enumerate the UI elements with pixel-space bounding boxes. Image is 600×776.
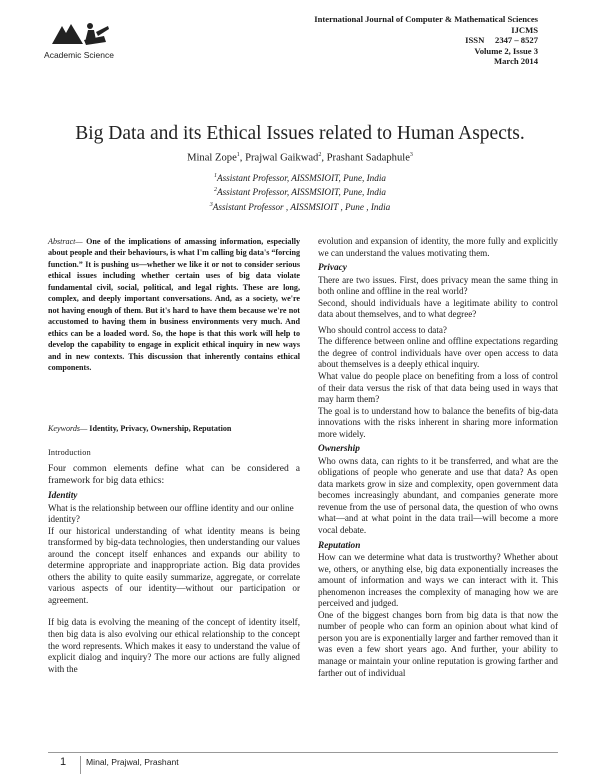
footer-authors: Minal, Prajwal, Prashant [86, 757, 179, 767]
privacy-paragraph-3: Who should control access to data? [318, 324, 447, 335]
affiliation-3-text: Assistant Professor , AISSMSIOIT , Pune , India [212, 201, 391, 212]
affiliation-list [0, 170, 600, 213]
author-list [0, 152, 600, 164]
abstract [48, 236, 300, 373]
left-column-body [48, 463, 300, 675]
identity-paragraph-3: If big data is evolving the meaning of the concept of identity itself, then big data is also evolving our ethical relationship to the concept the word represents. Which makes it easy to understand the value of explicit dialog and inquiry? The more our actions are fully aligned with the [48, 617, 300, 674]
author-3-mark: 3 [409, 152, 413, 158]
identity-paragraph-1: What is the relationship between our offline identity and our online identity? [48, 502, 294, 525]
privacy-paragraph-5: What value do people place on benefiting from a loss of control of their data versus the risk of that data being used in ways that may harm them? [318, 370, 558, 405]
author-3: Prashant Sadaphule [326, 152, 410, 164]
reputation-paragraph-1: How can we determine what data is trustworthy? Whether about we, others, or anything else, big data exponentially increases the amount of information and ways we can interact with it. This phenomenon increases the complexity of managing how we are perceived and judged. [318, 552, 558, 609]
affiliation-3-mark: 3 [209, 201, 213, 208]
keywords [48, 424, 300, 433]
journal-name: International Journal of Computer & Mathematical Sciences [314, 14, 538, 24]
publisher-logo-mark [38, 14, 120, 52]
journal-abbr: IJCMS [511, 24, 538, 35]
publisher-name: Academic Science [44, 50, 114, 60]
affiliation-1-mark: 1 [213, 173, 217, 179]
journal-volume: Volume 2, Issue 3 [474, 45, 538, 56]
publisher-logo [38, 14, 120, 66]
affiliation-2-text: Assistant Professor, AISSMSIOIT, Pune, India [216, 187, 387, 198]
journal-header [238, 14, 538, 67]
identity-paragraph-4: evolution and expansion of identity, the more fully and explicitly we can understand the values motivating them. [318, 236, 558, 258]
ownership-paragraph: Who owns data, can rights to it be transferred, and what are the obligations of people who generate and use that data? As open data markets grow in size and complexity, open government data becomes increasingly abundant, and companies generate more revenue from the use of personal data, the question of who owns what—and at what point in the data trail—will become a more vocal debate. [318, 455, 558, 536]
footer-separator [80, 756, 82, 774]
identity-paragraph-2: If our historical understanding of what identity means is being transformed by big-data technologies, then understanding our values around the concept itself enhances and expands our ability to determine appropriate and inappropriate action. Big data provides others the ability to quite easily summarize, aggregate, or correlate various aspects of our identity—without our participation or agreement. [48, 525, 300, 605]
privacy-paragraph-6: The goal is to understand how to balance the benefits of big-data innovations with the risks inherent in sharing more information more widely. [318, 405, 558, 439]
footer-divider [48, 752, 558, 753]
reputation-heading: Reputation [318, 540, 361, 551]
author-1: Minal Zope [187, 152, 237, 164]
right-column-body [318, 236, 558, 679]
affiliation-1-text: Assistant Professor, AISSMSIOIT, Pune, India [216, 173, 387, 184]
author-2: Prajwal Gaikwad [245, 152, 319, 164]
keywords-label: Keywords— [48, 424, 88, 433]
page-number: 1 [60, 756, 67, 768]
intro-paragraph: Four common elements define what can be considered a framework for big data ethics: [48, 463, 300, 486]
affiliation-2-mark: 2 [213, 187, 217, 194]
privacy-paragraph-2: Second, should individuals have a legitimate ability to control data about themselves, and to what degree? [318, 297, 558, 320]
affiliation-2 [0, 184, 600, 198]
paper-title: Big Data and its Ethical Issues related to Human Aspects. [75, 123, 525, 144]
introduction-heading: Introduction [48, 448, 91, 457]
author-2-mark: 2 [318, 152, 322, 158]
author-sep: , [239, 152, 246, 164]
abstract-label: Abstract— [48, 237, 83, 246]
author-1-mark: 1 [236, 152, 240, 158]
keywords-text: Identity, Privacy, Ownership, Reputation [87, 424, 232, 433]
reputation-paragraph-2: One of the biggest changes born from big data is that now the number of people who can form an opinion about what kind of person you are is exponentially larger and farther removed than it was even a few short years ago. And further, your ability to manage or maintain your online reputation is growing farther and farther out of individual [318, 609, 558, 678]
identity-heading: Identity [48, 491, 78, 501]
privacy-heading: Privacy [318, 263, 347, 274]
privacy-paragraph-1: There are two issues. First, does privacy mean the same thing in both online and offline in the real world? [318, 274, 558, 297]
ownership-heading: Ownership [318, 444, 360, 455]
journal-date: March 2014 [494, 56, 538, 67]
privacy-paragraph-4: The difference between online and offline expectations regarding the degree of control individuals have over open access to data about themselves is a deeply ethical inquiry. [318, 336, 558, 370]
abstract-text: One of the implications of amassing information, especially about people and their behaviours, is what I'm calling big data's “forcing function.” It is pushing us—whether we like it or not to consider serious ethical issues including whether certain uses of big data violate fundamental civil, social, political, and legal rights. These are long, complex, and deeply important conversations. And, as a society, we're not having enough of them. But it's hard to have them because we're not accustomed to having them in business environments very much. And ethics can be a loaded word. So, the hope is that this work will help to develop the capability to engage in explicit ethical inquiry in new ways and in new contexts. This discussion that inherently contains ethical components. [48, 237, 300, 372]
journal-issn: ISSN 2347 – 8527 [465, 35, 538, 46]
affiliation-3 [0, 199, 600, 213]
affiliation-1 [0, 170, 600, 184]
author-sep: , [321, 152, 327, 164]
